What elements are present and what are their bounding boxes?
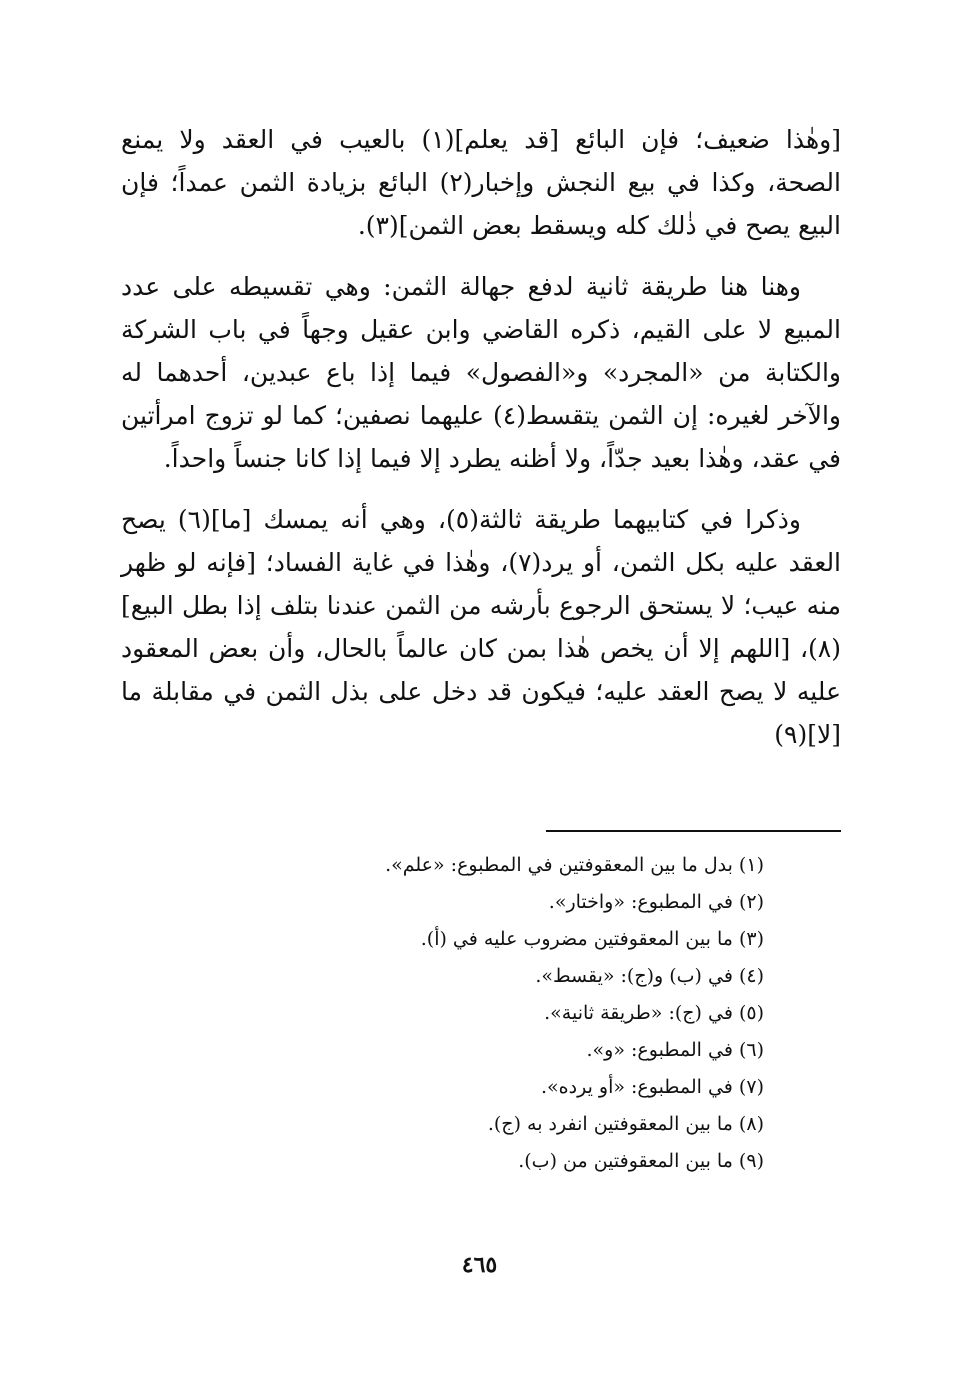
footnotes-list: [164, 847, 764, 1180]
footnote-divider: [546, 830, 841, 832]
paragraph-1-text: [وهٰذا ضعيف؛ فإن البائع [قد يعلم](١) بالعيب في العقد ولا يمنع الصحة، وكذا في بيع النجش وإخبار(٢) البائع بزيادة الثمن عمداً؛ فإن البيع يصح في ذٰلك كله ويسقط بعض الثمن](٣).: [121, 125, 842, 240]
footnote-9: (٩) ما بين المعقوفتين من (ب).: [518, 1150, 764, 1172]
page-number: ٤٦٥: [461, 1252, 498, 1278]
paragraph-1: [121, 118, 841, 247]
footnote-7: (٧) في المطبوع: «أو يرده».: [541, 1076, 764, 1098]
footnote-8: (٨) ما بين المعقوفتين انفرد به (ج).: [487, 1113, 764, 1135]
footnote-2: (٢) في المطبوع: «واختار».: [548, 891, 764, 913]
footnote-1: (١) بدل ما بين المعقوفتين في المطبوع: «علم».: [385, 854, 764, 876]
footnote-5: (٥) في (ج): «طريقة ثانية».: [544, 1002, 764, 1024]
paragraph-2: [121, 265, 841, 480]
footnote-3: (٣) ما بين المعقوفتين مضروب عليه في (أ).: [420, 928, 764, 950]
paragraph-2-text: وهنا هنا طريقة ثانية لدفع جهالة الثمن: وهي تقسيطه على عدد المبيع لا على القيم، ذكره القاضي وابن عقيل وجهاً في باب الشركة والكتابة من «المجرد» و«الفصول» فيما إذا باع عبدين، أحدهما له والآخر لغيره: إن الثمن يتقسط(٤) عليهما نصفين؛ كما لو تزوج امرأتين في عقد، وهٰذا بعيد جدّاً، ولا أظنه يطرد إلا فيما إذا كانا جنساً واحداً.: [121, 272, 841, 473]
paragraph-3-text: وذكرا في كتابيهما طريقة ثالثة(٥)، وهي أنه يمسك [ما](٦) يصح العقد عليه بكل الثمن، أو يرد(٧)، وهٰذا في غاية الفساد؛ [فإنه لو ظهر منه عيب؛ لا يستحق الرجوع بأرشه من الثمن عندنا بتلف إذا بطل البيع](٨)، [اللهم إلا أن يخص هٰذا بمن كان عالماً بالحال، وأن بعض المعقود عليه لا يصح العقد عليه؛ فيكون قد دخل على بذل الثمن في مقابلة ما [لا](٩): [121, 505, 842, 749]
main-text: [121, 118, 841, 756]
paragraph-3: [121, 498, 841, 756]
footnote-6: (٦) في المطبوع: «و».: [586, 1039, 764, 1061]
footnote-4: (٤) في (ب) و(ج): «يقسط».: [535, 965, 764, 987]
